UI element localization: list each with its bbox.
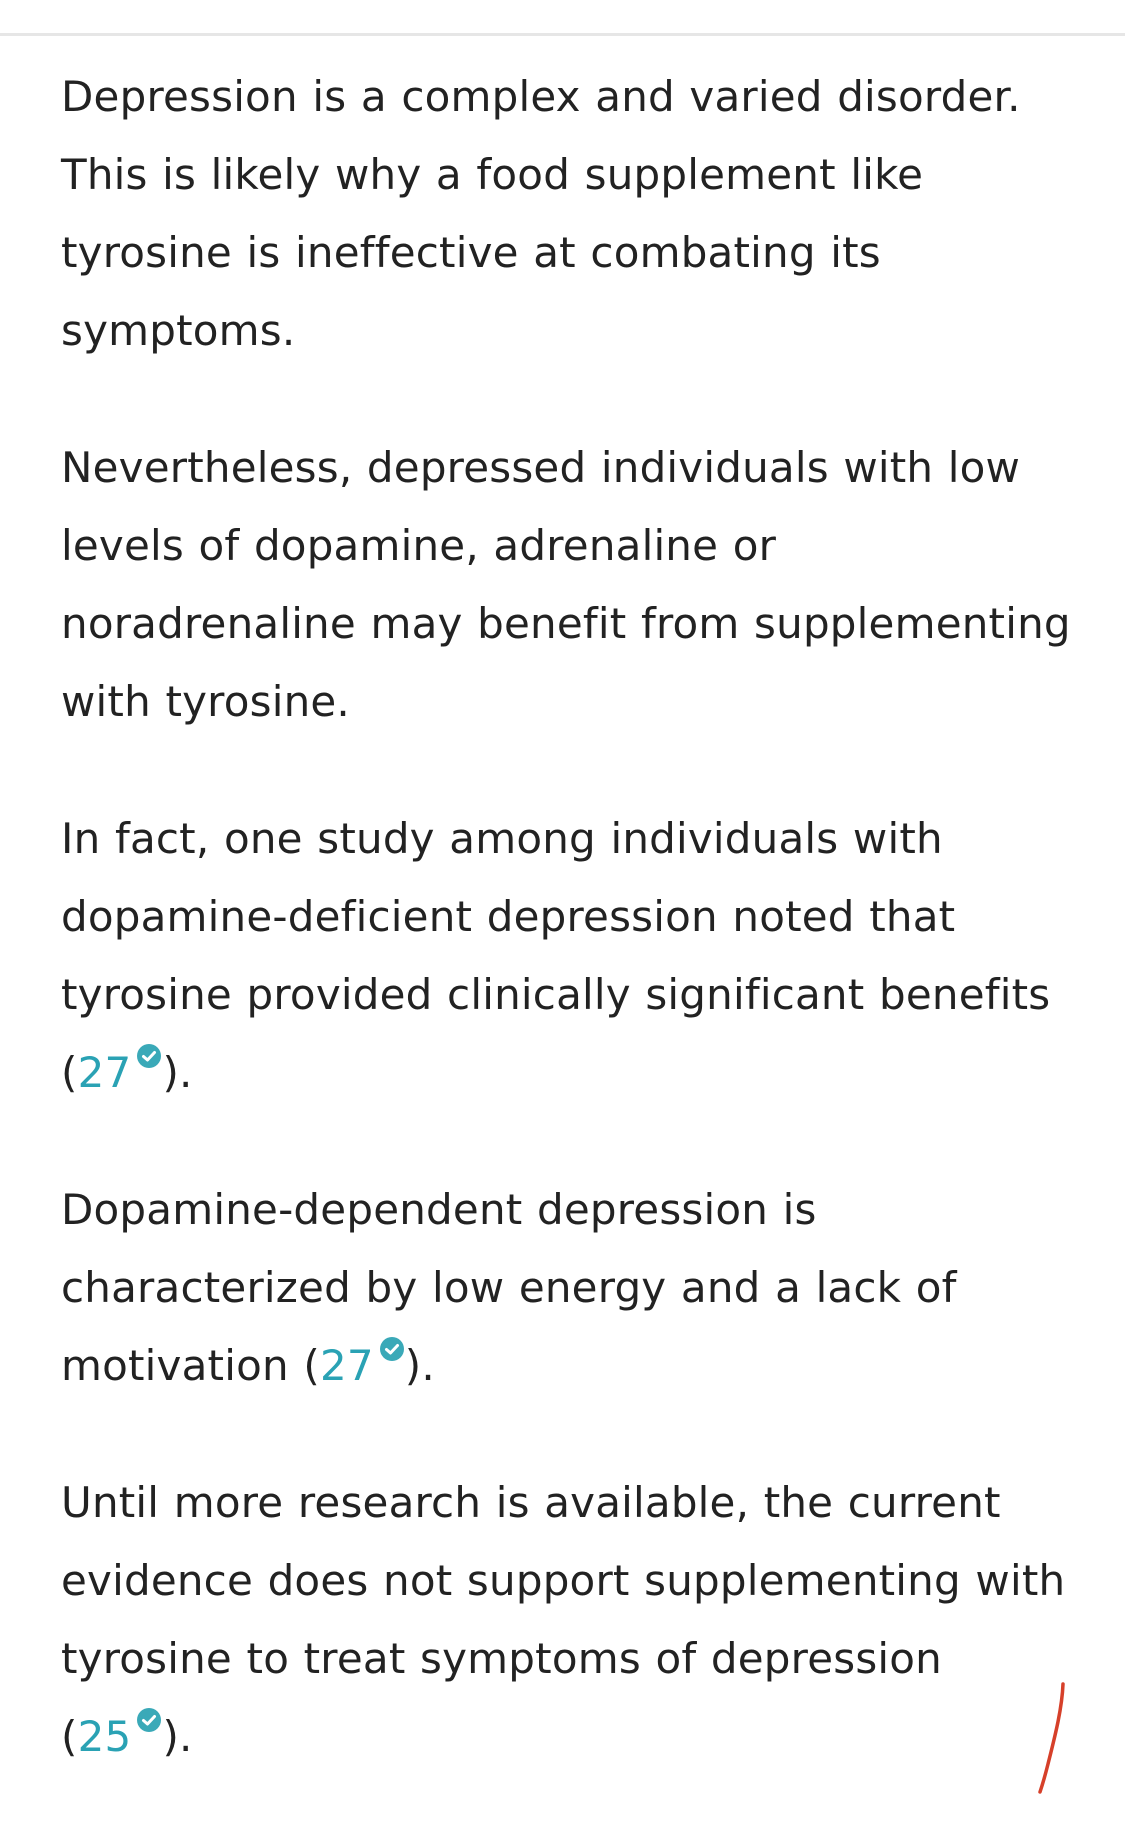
paragraph-text: Nevertheless, depressed individuals with low levels of dopamine, adrenaline or noradrenaline may benefit from supplementing with tyrosine. <box>61 443 1071 726</box>
verified-check-icon <box>136 1707 162 1733</box>
citation-number: 27 <box>319 1341 374 1390</box>
citation-close: ). <box>404 1341 435 1390</box>
top-divider <box>0 33 1125 36</box>
citation-close: ). <box>162 1048 193 1097</box>
paragraph-text: In fact, one study among individuals with dopamine-deficient depression noted that tyrosine provided clinically significant benefits ( <box>61 814 1051 1097</box>
paragraph-text: Until more research is available, the current evidence does not support supplementing with tyrosine to treat symptoms of depression ( <box>61 1478 1066 1761</box>
article-body <box>61 58 1071 1835</box>
verified-check-icon <box>379 1336 405 1362</box>
citation-close: ). <box>162 1712 193 1761</box>
citation-number: 25 <box>77 1712 132 1761</box>
paragraph-text: Dopamine-dependent depression is characterized by low energy and a lack of motivation ( <box>61 1185 957 1390</box>
citation-link-25[interactable] <box>78 1712 163 1761</box>
red-pen-stroke-icon <box>1030 1680 1070 1794</box>
paragraph-1 <box>61 58 1071 370</box>
paragraph-4 <box>61 1171 1071 1405</box>
citation-number: 27 <box>77 1048 132 1097</box>
verified-check-icon <box>136 1043 162 1069</box>
citation-link-27[interactable] <box>78 1048 163 1097</box>
paragraph-3 <box>61 800 1071 1112</box>
paragraph-5 <box>61 1464 1071 1776</box>
paragraph-2 <box>61 429 1071 741</box>
citation-link-27[interactable] <box>320 1341 405 1390</box>
paragraph-text: Depression is a complex and varied disorder. This is likely why a food supplement like tyrosine is ineffective at combating its symptoms. <box>61 72 1021 355</box>
